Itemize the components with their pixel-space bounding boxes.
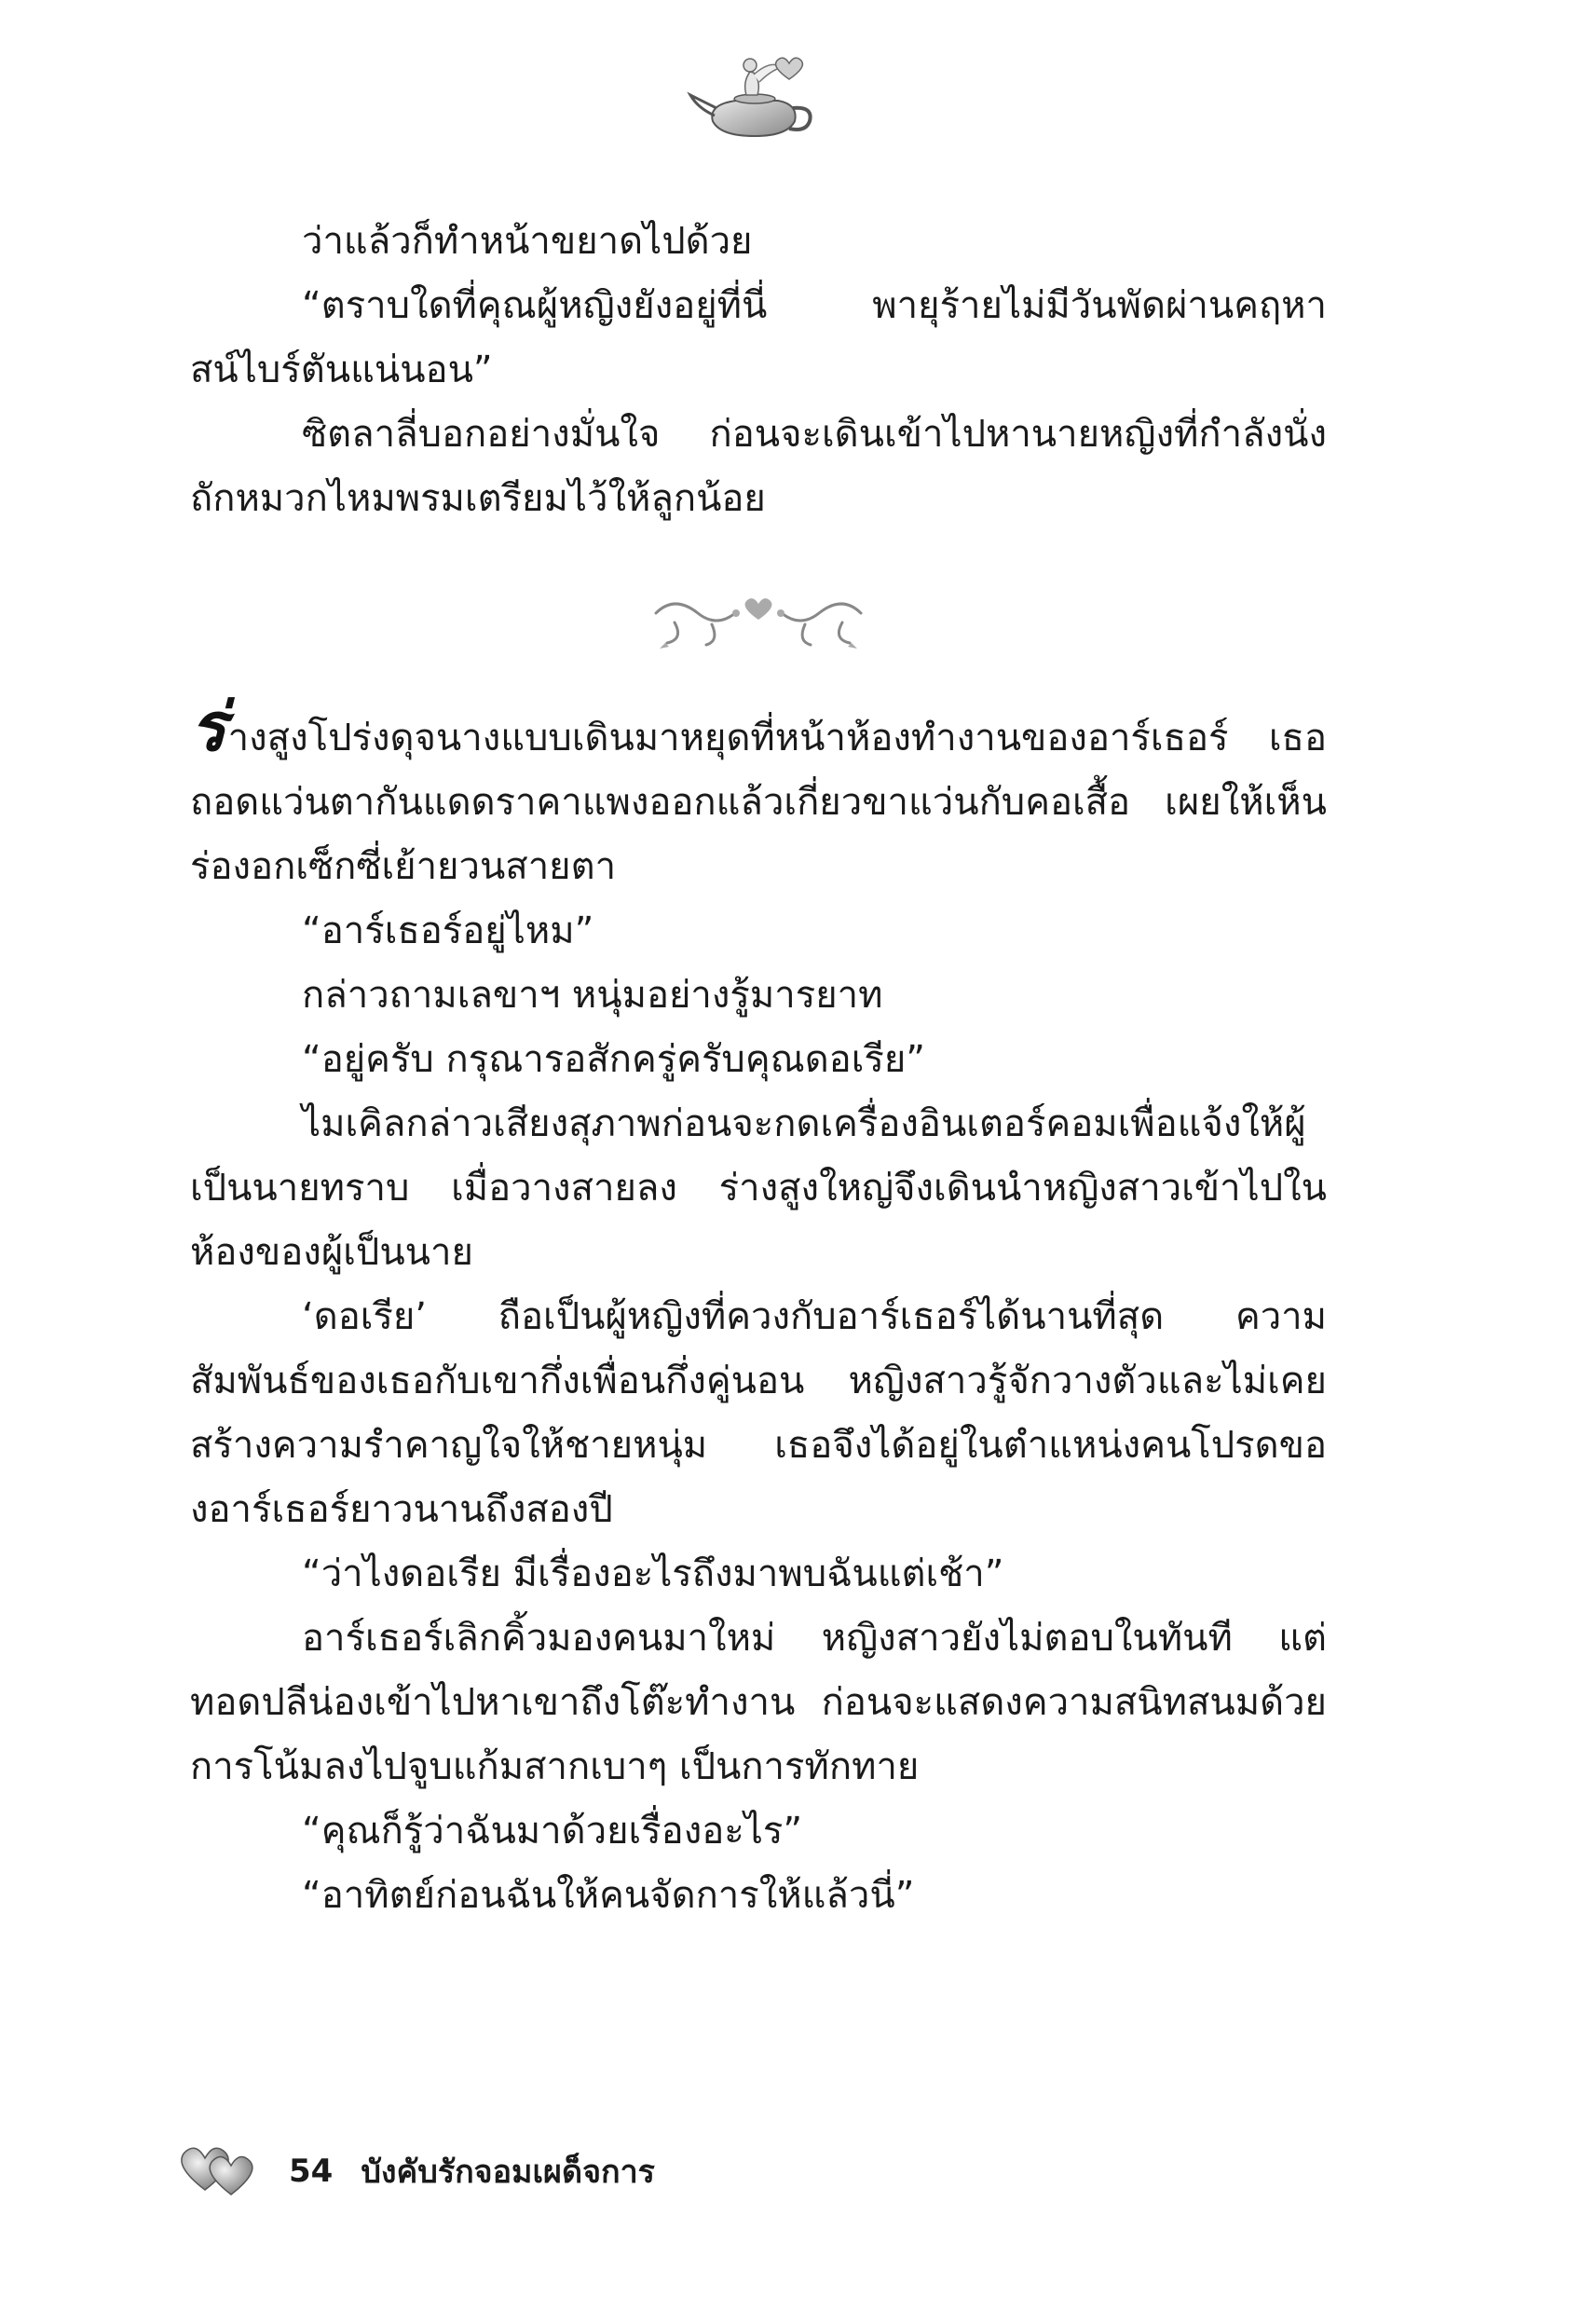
page-footer (177, 2134, 655, 2208)
floral-heart-divider-icon (647, 585, 870, 650)
cupid-teapot-ornament-icon (685, 47, 825, 158)
paragraph: กล่าวถามเลขาฯ หนุ่มอย่างรู้มารยาท (302, 974, 883, 1017)
page-body (190, 210, 1327, 1928)
paragraph-drop-cap (190, 688, 1327, 899)
paragraph: “อาร์เธอร์อยู่ไหม” (302, 909, 594, 952)
double-heart-icon (177, 2138, 261, 2205)
book-title: บังคับรักจอมเผด็จการ (361, 2154, 655, 2191)
paragraph: “คุณก็รู้ว่าฉันมาด้วยเรื่องอะไร” (302, 1810, 803, 1853)
paragraph: “ตราบใดที่คุณผู้หญิงยังอยู่ที่นี่ พายุร้ายไม่มีวันพัดผ่านคฤหาสน์ไบร์ตันแน่นอน” (190, 284, 1327, 391)
paragraph: ไมเคิลกล่าวเสียงสุภาพก่อนจะกดเครื่องอินเตอร์คอมเพื่อแจ้งให้ผู้เป็นนายทราบ เมื่อวางสายลง ร่างสูงใหญ่จึงเดินนำหญิงสาวเข้าไปในห้องของผู้เป็นนาย (190, 1102, 1327, 1274)
paragraph: อาร์เธอร์เลิกคิ้วมองคนมาใหม่ หญิงสาวยังไม่ตอบในทันที แต่ทอดปลีน่องเข้าไปหาเขาถึงโต๊ะทำงาน ก่อนจะแสดงความสนิทสนมด้วยการโน้มลงไปจูบแก้มสากเบาๆ เป็นการทักทาย (190, 1617, 1327, 1788)
paragraph: “อาทิตย์ก่อนฉันให้คนจัดการให้แล้วนี่” (302, 1874, 915, 1917)
paragraph: ว่าแล้วก็ทำหน้าขยาดไปด้วย (302, 220, 753, 263)
paragraph: “ว่าไงดอเรีย มีเรื่องอะไรถึงมาพบฉันแต่เช้า” (302, 1552, 1004, 1595)
paragraph-text: างสูงโปร่งดุจนางแบบเดินมาหยุดที่หน้าห้องทำงานของอาร์เธอร์ เธอถอดแว่นตากันแดดราคาแพงออกแล้วเกี่ยวขาแว่นกับคอเสื้อ เผยให้เห็นร่องอกเซ็กซี่เย้ายวนสายตา (190, 717, 1327, 888)
drop-cap: ร่ (190, 688, 226, 766)
paragraph: “อยู่ครับ กรุณารอสักครู่ครับคุณดอเรีย” (302, 1038, 926, 1081)
paragraph: ‘ดอเรีย’ ถือเป็นผู้หญิงที่ควงกับอาร์เธอร์ได้นานที่สุด ความสัมพันธ์ของเธอกับเขากึ่งเพื่อนกึ่งคู่นอน หญิงสาวรู้จักวางตัวและไม่เคยสร้างความรำคาญใจให้ชายหนุ่ม เธอจึงได้อยู่ในตำแหน่งคนโปรดของอาร์เธอร์ยาวนานถึงสองปี (190, 1295, 1327, 1531)
page-number: 54 (289, 2153, 334, 2190)
paragraph: ซิตลาลี่บอกอย่างมั่นใจ ก่อนจะเดินเข้าไปหานายหญิงที่กำลังนั่งถักหมวกไหมพรมเตรียมไว้ให้ลูกน้อย (190, 413, 1327, 520)
